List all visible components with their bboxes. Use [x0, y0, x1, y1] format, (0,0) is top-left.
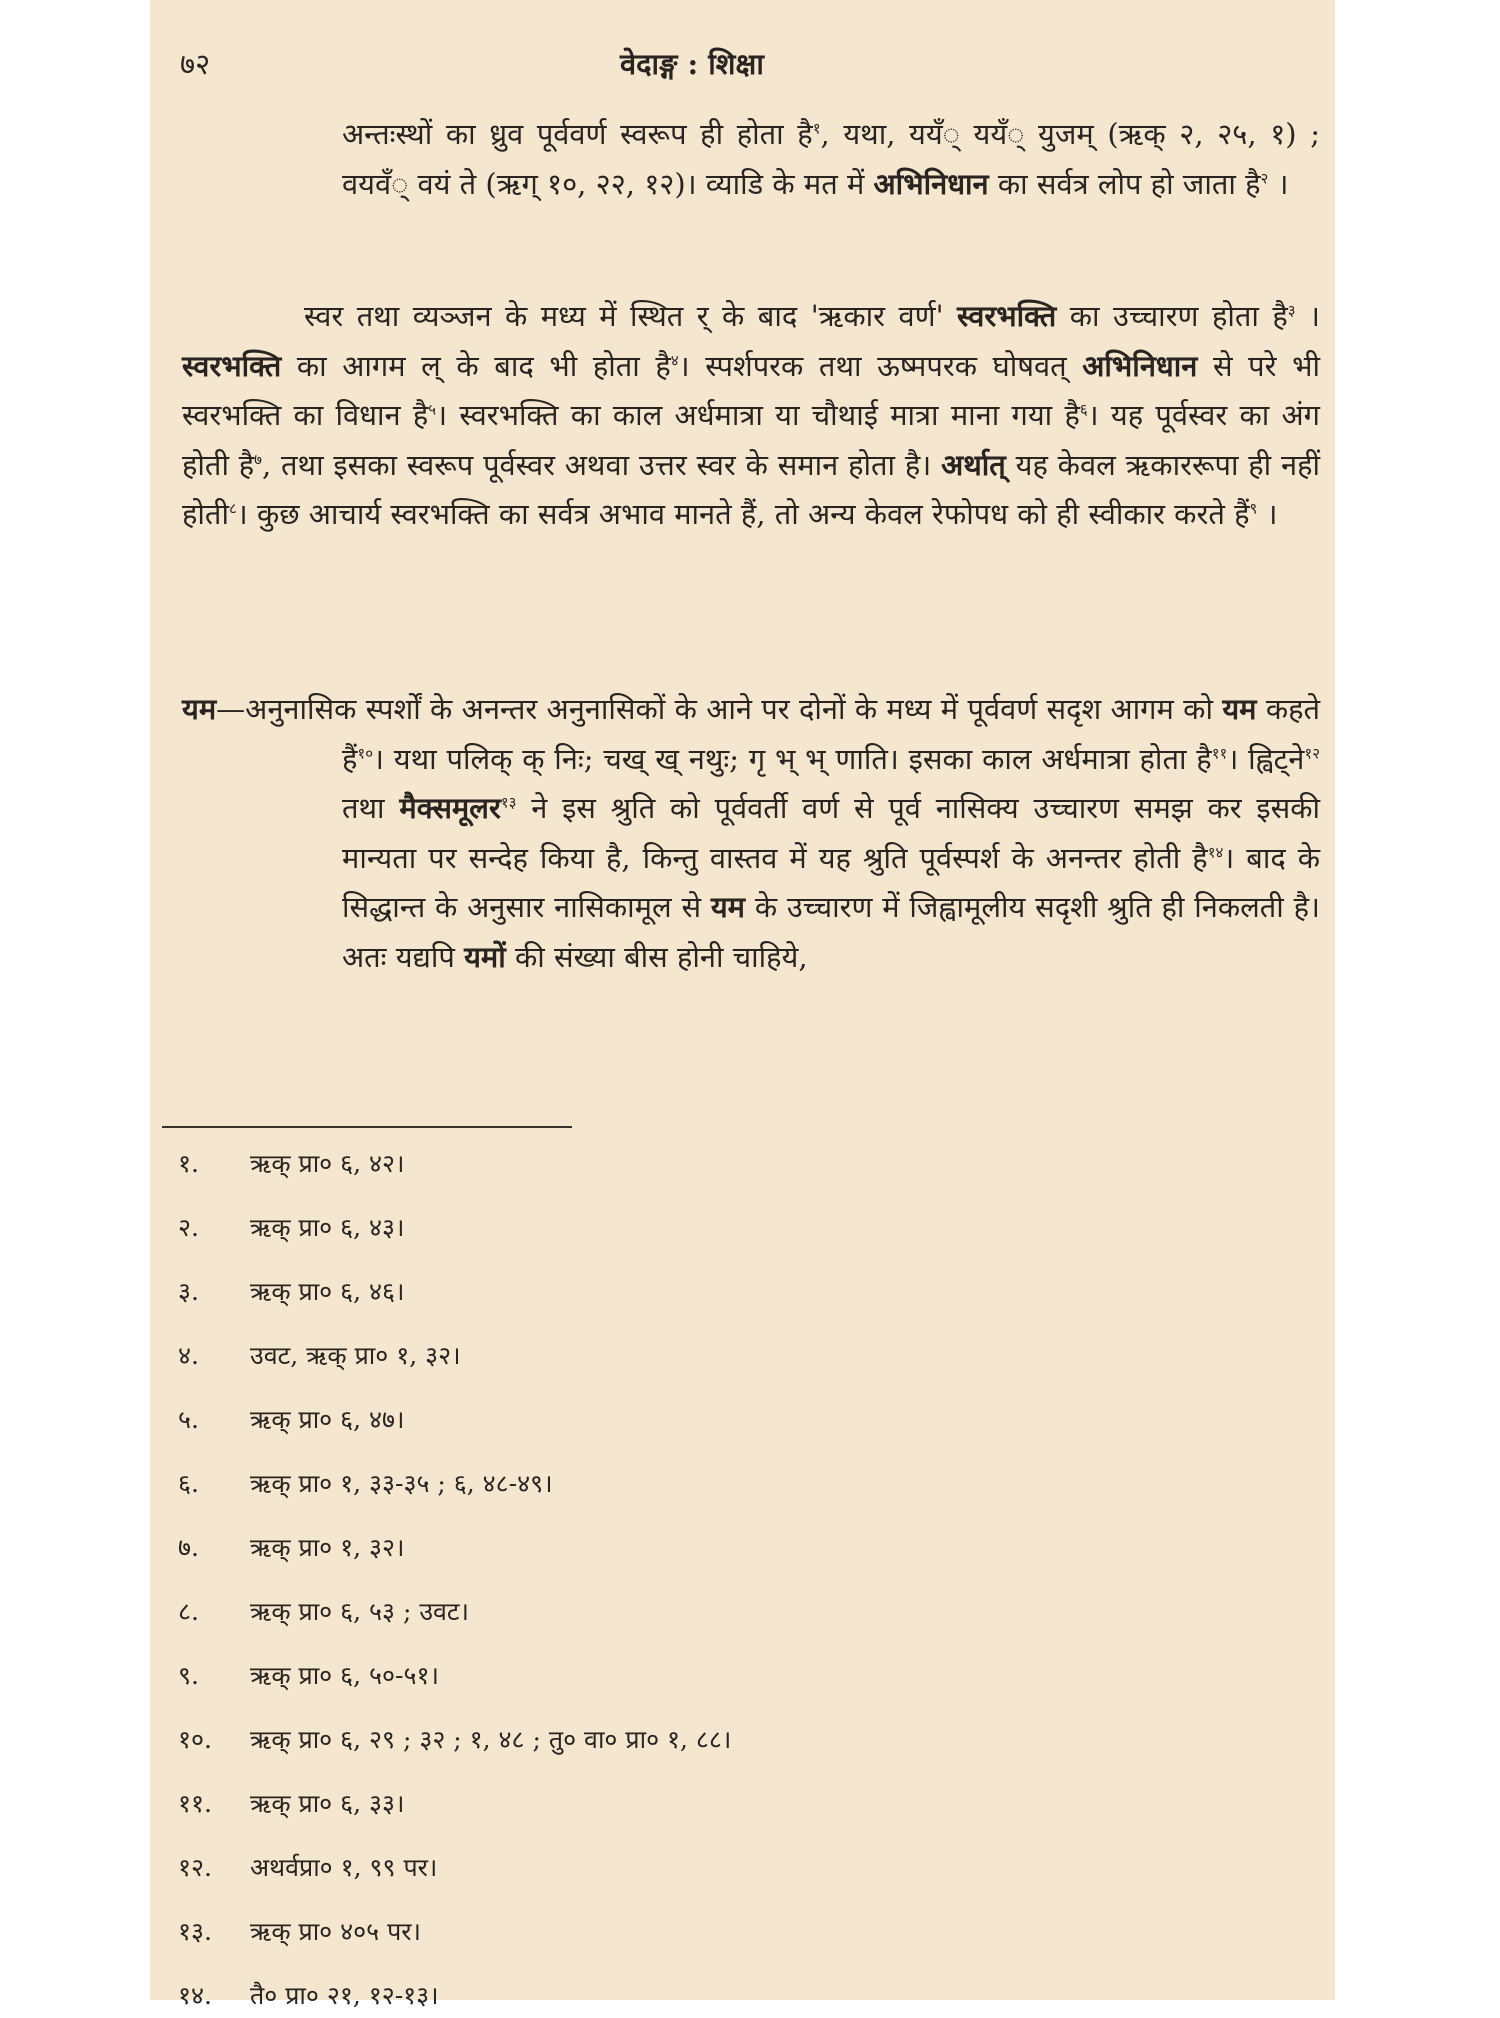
footnote-ref: ११ — [1211, 743, 1228, 762]
footnote-ref: १ — [812, 119, 821, 138]
term-svarabhakti: स्वरभक्ति — [182, 348, 282, 383]
footnote-ref: ९ — [1249, 499, 1258, 518]
term-yama-heading: यम — [182, 692, 217, 726]
term-yama: यम — [1222, 692, 1257, 726]
term-yamon: यमों — [464, 939, 506, 974]
footnote-ref: १३ — [500, 793, 517, 812]
footnote-ref: ५ — [428, 400, 437, 419]
running-header-title: वेदाङ्ग : शिक्षा — [620, 47, 764, 81]
term-yama: यम — [710, 890, 746, 924]
footnote-ref: १२ — [1304, 743, 1321, 762]
footnote-divider — [162, 1126, 572, 1128]
term-abhinidhana: अभिनिधान — [1082, 348, 1198, 383]
footnote-ref: ८ — [228, 499, 237, 518]
page-number: ७२ — [180, 47, 211, 81]
paragraph-yama: यम—अनुनासिक स्पर्शों के अनन्तर अनुनासिकों के आने पर दोनों के मध्य में पूर्ववर्ण सदृश आगम को यम कहते हैं$^{१०}$। यथा पलिक् क् निः; चख् ख् नथुः; गृ भ् भ् णाति। इसका काल अर्धमात्रा होता है$^{११}$। ह्विट्ने$^{१२}$ तथा मैक्समूलर$^{१३}$ ने इस श्रुति को पूर्ववर्ती वर्ण से पूर्व नासिक्य उच्चारण समझ कर इसकी मान्यता पर सन्देह किया है, किन्तु वास्तव में यह श्रुति पूर्वस्पर्श के अनन्तर होती है$^{१४}$। बाद के सिद्धान्त के अनुसार नासिकामूल से यम के उच्चारण में जिह्वामूलीय सदृशी श्रुति ही निकलती है। अतः यद्यपि यमों की संख्या बीस होनी चाहिये, — [182, 692, 1321, 974]
footnote-ref: १४ — [1207, 842, 1224, 861]
footnote-ref: ६ — [1079, 400, 1088, 419]
footnote-ref: १० — [357, 743, 374, 762]
name-maxmuller: मैक्समूलर — [399, 791, 501, 825]
term-arthat: अर्थात् — [941, 447, 1006, 482]
footnote-ref: ४ — [670, 350, 679, 369]
term-abhinidhana: अभिनिधान — [873, 166, 989, 201]
footnote-ref: २ — [1260, 168, 1269, 187]
footnote-ref: ७ — [254, 449, 262, 468]
paragraph-antahstha: अन्तःस्थों का ध्रुव पूर्ववर्ण स्वरूप ही होता है$^१$, यथा, ययँ् ययँ् युजम् (ऋक् २, २५, १) ; वयवँ् वयं ते (ऋग् १०, २२, १२)। व्याडि के मत में अभिनिधान का सर्वत्र लोप हो जाता है$^२$ । — [342, 117, 1320, 201]
footnote-ref: ३ — [1287, 301, 1296, 320]
paragraph-svarabhakti: स्वर तथा व्यञ्जन के मध्य में स्थित र् के बाद 'ऋकार वर्ण' स्वरभक्ति का उच्चारण होता है$^३$ । स्वरभक्ति का आगम ल् के बाद भी होता है$^४$। स्पर्शपरक तथा ऊष्मपरक घोषवत् अभिनिधान से परे भी स्वरभक्ति का विधान है$^५$। स्वरभक्ति का काल अर्धमात्रा या चौथाई मात्रा माना गया है$^६$। यह पूर्वस्वर का अंग होती है$^७$, तथा इसका स्वरूप पूर्वस्वर अथवा उत्तर स्वर के समान होता है। अर्थात् यह केवल ऋकाररूपा ही नहीं होती$^८$। कुछ आचार्य स्वरभक्ति का सर्वत्र अभाव मानते हैं, तो अन्य केवल रेफोपध को ही स्वीकार करते हैं$^९$ । — [182, 299, 1321, 531]
term-svarabhakti: स्वरभक्ति — [957, 299, 1057, 333]
